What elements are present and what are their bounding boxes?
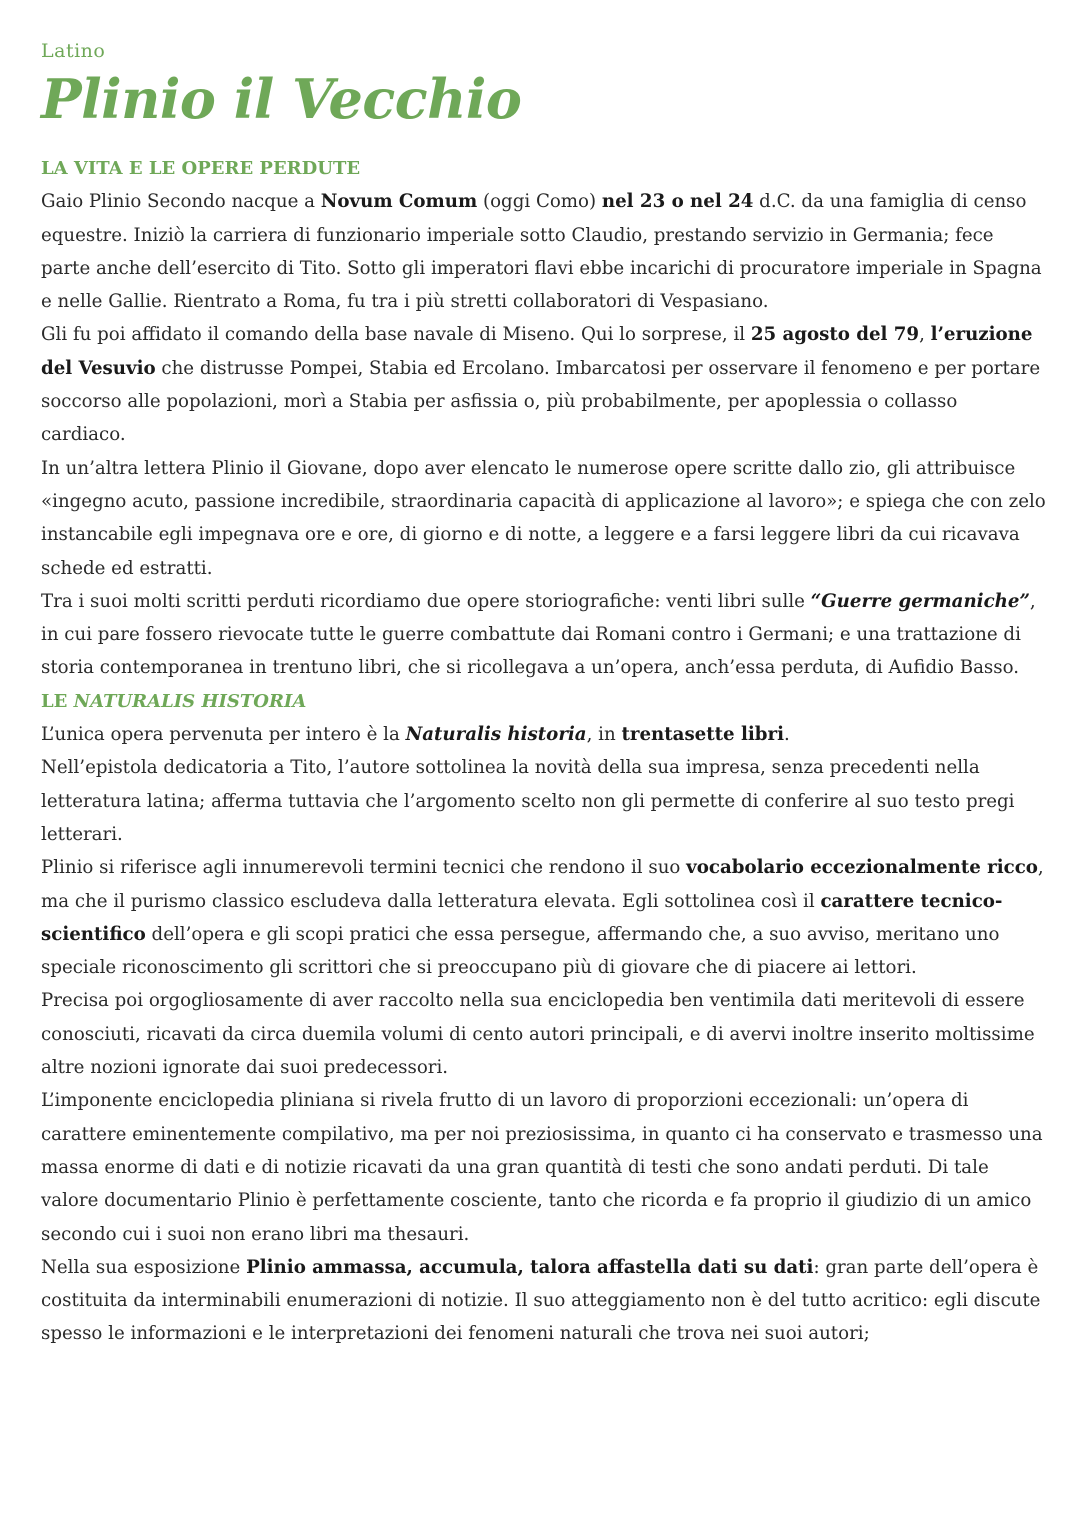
- paragraph-compilativo: [41, 1084, 1046, 1250]
- text-run: di: [950, 1090, 969, 1112]
- paragraph-vocabolario: [41, 851, 1046, 984]
- paragraph-opere-perdute: [41, 585, 1046, 685]
- text-run: che distrusse Pompei, Stabia ed Ercolano. Imbarcatosi per osservare il fenomeno e per portare soccorso alle: [41, 357, 1041, 413]
- text-run: Nella sua esposizione: [41, 1256, 247, 1278]
- text-run: , per apoplessia o collasso cardiaco.: [41, 391, 958, 446]
- paragraph-enciclopedia: Precisa poi orgogliosamente di aver raccolto nella sua enciclopedia ben ventimila dati meritevoli di essere conosciuti, ricavati da circa duemila volumi di cento autori principali, e di avervi inoltre inserito moltissime altre nozioni ignorate dai suoi predecessori.: [41, 990, 1035, 1079]
- subject-label: Latino: [41, 40, 106, 62]
- text-run: Gaio Plinio Secondo nacque a: [41, 191, 321, 213]
- paragraph-opera-pervenuta: [41, 718, 1046, 751]
- text-run: per noi preziosissima: [434, 1123, 631, 1145]
- bold-text: nel 23 o nel 24: [601, 191, 754, 213]
- text-run: popolazioni: [166, 391, 273, 413]
- text-run: , in quanto ci ha conservato e trasmesso una massa enorme di dati e di notizie ricavati da una gran quantità di testi che sono andati perduti. Di tale valore documentario Plinio è perfettamente cosciente, tanto che ricorda e fa proprio il giudizio di un amico secondo cui i suoi non erano libri ma thesauri.: [41, 1123, 1043, 1245]
- paragraph-nascita: [41, 185, 1046, 318]
- bold-text: Novum Comum: [320, 191, 478, 213]
- heading-italic: NATURALIS HISTORIA: [73, 690, 307, 712]
- text-run: di piacere: [734, 957, 827, 979]
- text-run: L’imponente enciclopedia pliniana si rivela frutto di un lavoro di proporzioni eccezionali: un’opera: [41, 1090, 951, 1112]
- text-run: (oggi Como): [477, 191, 602, 213]
- text-run: Gli fu poi affidato il comando della base navale di Miseno. Qui lo sorprese, il: [41, 324, 751, 346]
- italic-text: “Guerre germaniche”: [810, 590, 1030, 612]
- paragraph-lettera: In un’altra lettera Plinio il Giovane, dopo aver elencato le numerose opere scritte dallo zio, gli attribuisce «ingegno acuto, passione incredibile, straordinaria capacità di applicazione al lavoro»; e spiega che con zelo instancabile egli impegnava ore e ore, di giorno e di notte, a leggere e a farsi leggere libri da cui ricavava schede ed estratti.: [41, 457, 1046, 579]
- text-run: , in cui pare fossero rievocate tutte le guerre combattute dai Romani contro i Germani; e una trattazione di storia contemporanea in trentuno libri, che si ricollegava a un’opera, anch’essa perduta, di Aufidio Basso.: [41, 590, 1036, 679]
- italic-text: Naturalis historia: [405, 724, 587, 746]
- section-heading-naturalis: [41, 685, 1046, 718]
- text-run: : gran parte dell’opera è costituita da interminabili enumerazioni di notizie. Il suo atteggiamento non è del tutto acritico: egli discute spesso le informazioni e le interpretazioni dei fenomeni naturali che trova nei suoi autori;: [41, 1256, 1041, 1345]
- text-run: , morì a Stabia per asfissia o,: [272, 391, 547, 413]
- text-run: carattere eminentemente compilativo, ma: [41, 1123, 435, 1145]
- bold-text: 25 agosto del 79: [750, 324, 920, 346]
- text-run: ai lettori.: [826, 957, 917, 979]
- text-run: Tra i suoi molti scritti perduti ricordiamo due opere storiografiche: venti libri sulle: [41, 590, 811, 612]
- bold-italic-text: [406, 724, 587, 745]
- text-run: Plinio si riferisce agli innumerevoli termini tecnici che rendono il suo: [41, 857, 687, 879]
- text-run: , in: [586, 724, 622, 746]
- bold-text: carattere tecnico-scientifico: [41, 890, 1003, 945]
- text-run: dell’opera e gli scopi pratici che essa persegue, affermando che, a suo avviso, meritano uno speciale riconoscimento gli scrittori che si preoccupano più di giovare che: [41, 923, 1000, 979]
- paragraph-miseno: [41, 318, 1046, 451]
- text-run: ,: [919, 324, 931, 346]
- bold-text: vocabolario eccezionalmente ricco: [686, 857, 1038, 879]
- text-run: .: [784, 724, 790, 746]
- paragraph-esposizione: [41, 1251, 1046, 1351]
- bold-text: Plinio ammassa, accumula, talora affastella dati su dati: [246, 1256, 814, 1278]
- document-page: [41, 38, 1046, 1351]
- page-title: Plinio il Vecchio: [41, 67, 522, 131]
- bold-text: trentasette libri: [621, 724, 784, 746]
- heading-prefix: LE: [41, 690, 74, 712]
- text-run: , ma che il purismo classico escludeva dalla letteratura elevata. Egli sottolinea così il: [41, 857, 1044, 912]
- text-run: più probabilmente: [546, 391, 717, 413]
- text-run: d.C. da una famiglia di censo equestre. Iniziò la carriera di funzionario imperiale sotto Claudio, prestando servizio in Germania; fece parte anche dell’esercito di Tito. Sotto gli imperatori flavi ebbe incarichi di procuratore imperiale in Spagna e nelle Gallie. Rientrato a Roma, fu tra i più stretti collaboratori di Vespasiano.: [41, 191, 1042, 313]
- paragraph-epistola: Nell’epistola dedicatoria a Tito, l’autore sottolinea la novità della sua impresa, senza precedenti nella letteratura latina; afferma tuttavia che l’argomento scelto non gli permette di conferire al suo testo pregi letterari.: [41, 757, 1015, 845]
- text-run: L’unica opera pervenuta per intero è la: [41, 724, 406, 746]
- bold-italic-text: [811, 591, 1030, 612]
- section-heading-vita: LA VITA E LE OPERE PERDUTE: [41, 158, 361, 179]
- bold-text: l’eruzione del Vesuvio: [41, 324, 1033, 379]
